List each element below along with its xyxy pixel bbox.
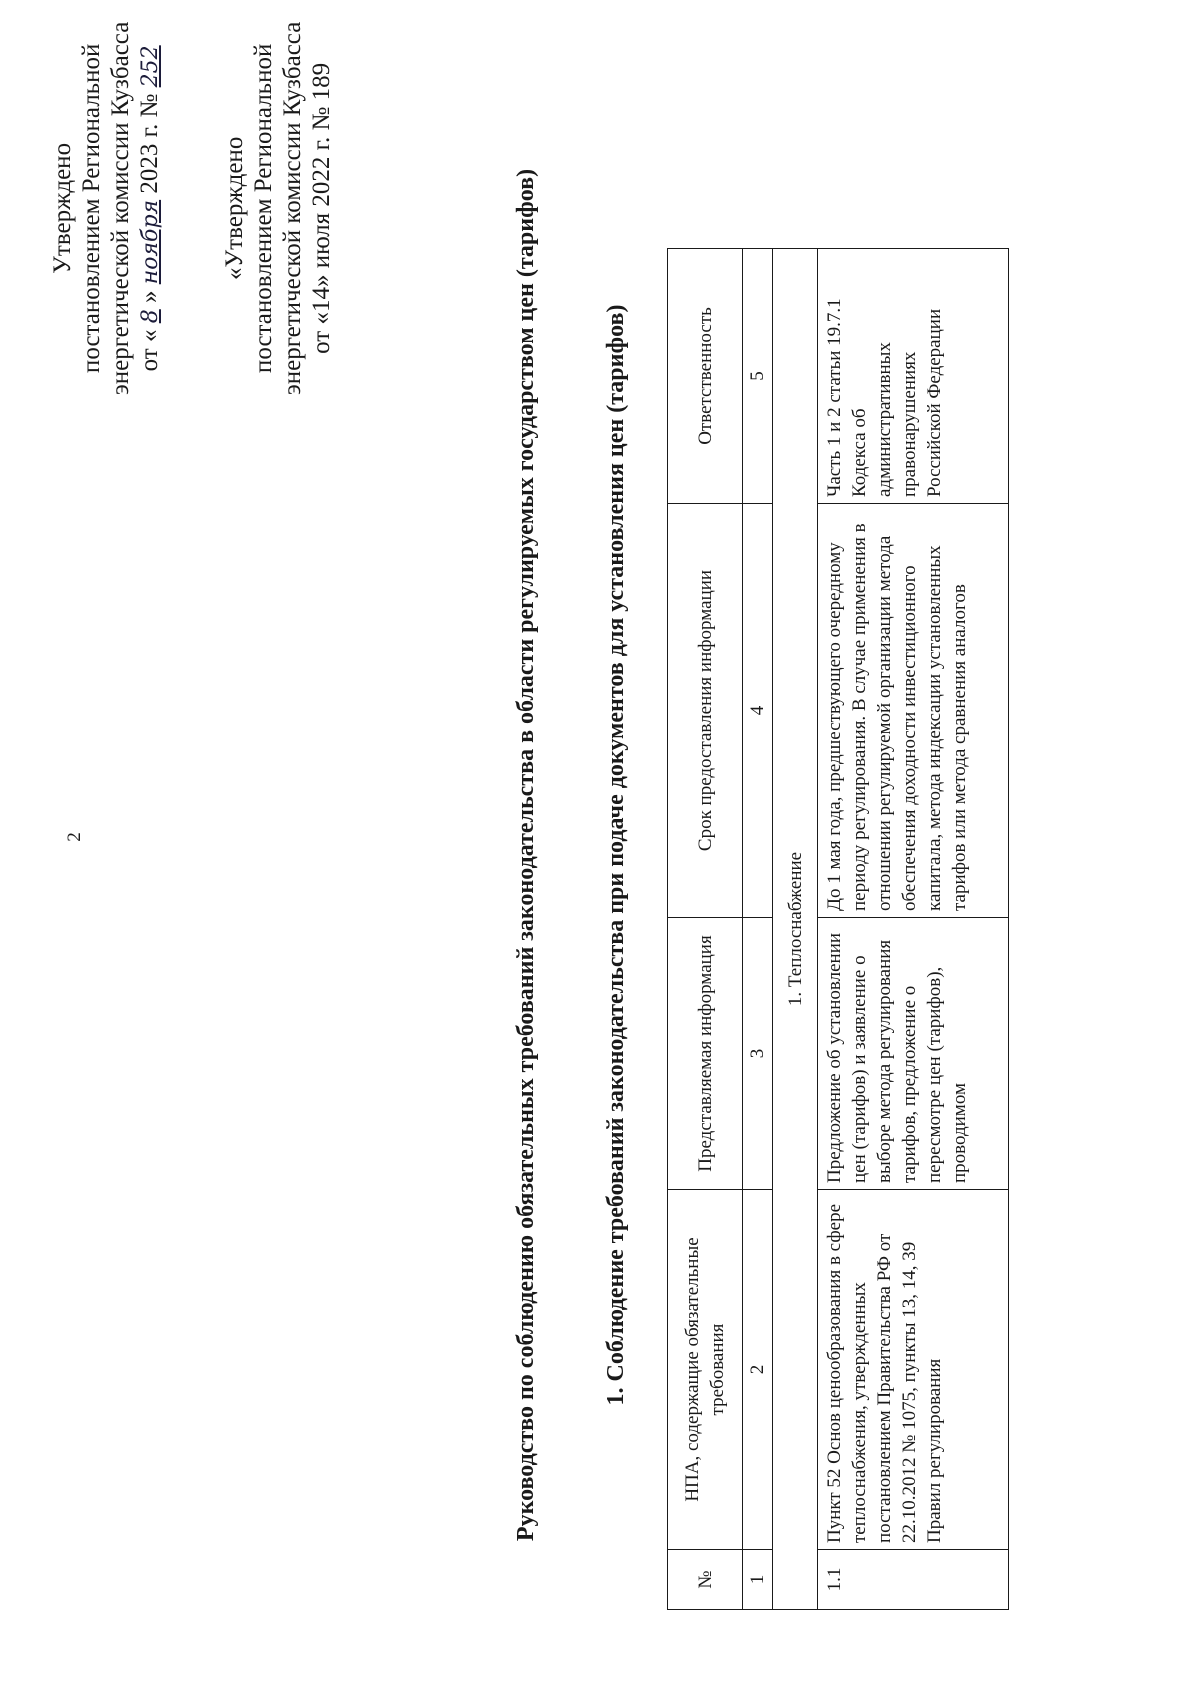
- column-number-cell: 2: [743, 1190, 773, 1550]
- handwritten-day: 8: [138, 309, 163, 324]
- liability-cell: Часть 1 и 2 статьи 19.7.1 Кодекса об административных правонарушениях Российской Федерации: [818, 249, 1009, 504]
- column-number-cell: 4: [743, 504, 773, 918]
- header-cell: Представляемая информация: [668, 918, 743, 1190]
- column-number-row: [743, 249, 773, 1610]
- header-cell: НПА, содержащие обязательные требования: [668, 1190, 743, 1550]
- column-number-cell: 1: [743, 1550, 773, 1610]
- section-title: 1. Соблюдение требований законодательства при подаче документов для установления цен (тарифов): [603, 304, 629, 1406]
- table-row: [818, 249, 1009, 1610]
- table-header-row: [668, 249, 743, 1610]
- section-heading-cell: 1. Теплоснабжение: [773, 249, 818, 1610]
- requirements-table: [667, 248, 1009, 1610]
- header-cell: Ответственность: [668, 249, 743, 504]
- column-number-cell: 5: [743, 249, 773, 504]
- column-number-cell: 3: [743, 918, 773, 1190]
- info-cell: Предложение об установлении цен (тарифов) и заявление о выборе метода регулирования тарифов, предложение о пересмотре цен (тарифов), проводимом: [818, 918, 1009, 1190]
- header-cell: №: [668, 1550, 743, 1610]
- npa-cell: Пункт 52 Основ ценообразования в сфере теплоснабжения, утвержденных постановлением Правительства РФ от 22.10.2012 № 1075, пункты 13, 14, 39 Правил регулирования: [818, 1190, 1009, 1550]
- header-cell: Срок предоставления информации: [668, 504, 743, 918]
- approval-stamp-previous: «Утверждено постановлением Региональной энергетической комиссии Кузбасса от «14» июля 2022 г. № 189: [221, 21, 335, 395]
- table-section-row: [773, 249, 818, 1610]
- document-title: Руководство по соблюдению обязательных требований законодательства в области регулируемых государством цен (тарифов): [513, 168, 539, 1542]
- handwritten-month: ноября: [138, 199, 163, 285]
- deadline-cell: До 1 мая года, предшествующего очередному периоду регулирования. В случае применения в отношении регулируемой организации метода обеспечения доходности инвестиционного капитала, метода индексации установленных тарифов или метода сравнения аналогов: [818, 504, 1009, 918]
- rotated-page-content: [30, 21, 1120, 1665]
- approval-date-line: от « 8 » ноября 2023 г. № 252: [136, 45, 163, 372]
- page-number: 2: [63, 832, 85, 842]
- row-number-cell: 1.1: [818, 1550, 1009, 1610]
- approval-stamp-current: Утверждено постановлением Региональной энергетической комиссии Кузбасса от « 8 » ноября 2023 г. № 252: [49, 21, 163, 395]
- handwritten-number: 252: [138, 45, 163, 88]
